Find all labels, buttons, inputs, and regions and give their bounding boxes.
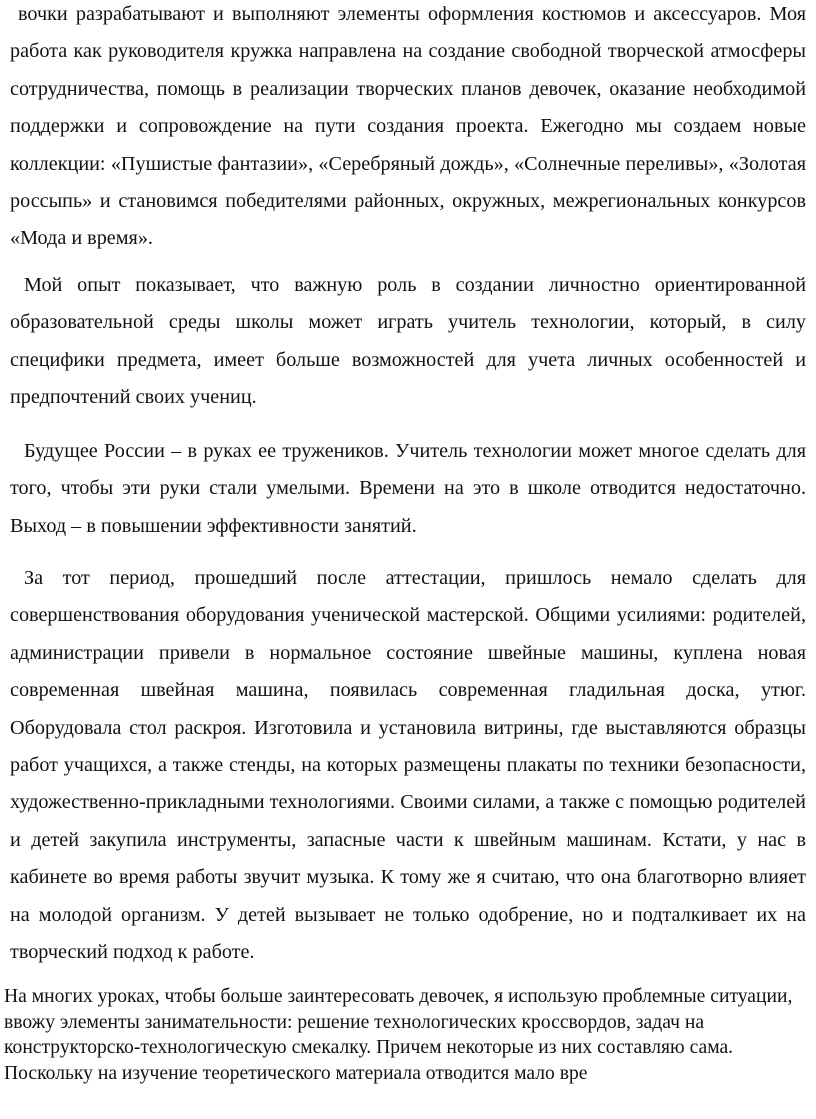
paragraph-future-of-russia: Будущее России – в руках ее тружеников. Учитель технологии может многое сделать для того, чтобы эти руки стали умелыми. Времени на это в школе отводится недостаточно. Выход – в повышении эффективности занятий.	[10, 440, 806, 537]
paragraph-workshop-equipment: За тот период, прошедший после аттестации, пришлось немало сделать для совершенствования оборудования ученической мастерской. Общими усилиями: родителей, администрации привели в нормальное состояние швейные машины, куплена новая современная швейная машина, появилась современная гладильная доска, утюг. Оборудовала стол раскроя. Изготовила и установила витрины, где выставляются образцы работ учащихся, а также стенды, на которых размещены плакаты по техники безопасности, художественно-прикладными технологиями. Своими силами, а также с помощью родителей и детей закупила инструменты, запасные части к швейным машинам. Кстати, у нас в кабинете во время работы звучит музыка. К тому же я считаю, что она благотворно влияет на молодой организм. У детей вызывает не только одобрение, но и подталкивает их на творческий подход к работе.	[10, 567, 806, 964]
paragraph-continued-club-work: вочки разрабатывают и выполняют элементы оформления костюмов и аксессуаров. Моя работа как руководителя кружка направлена на создание свободной творческой атмосферы сотрудничества, помощь в реализации творческих планов девочек, оказание необходимой поддержки и сопровождение на пути создания проекта. Ежегодно мы создаем новые коллекции: «Пушистые фантазии», «Серебряный дождь», «Солнечные переливы», «Золотая россыпь» и становимся победителями районных, окружных, межрегиональных конкурсов «Мода и время».	[10, 3, 806, 250]
paragraph-teacher-role: Мой опыт показывает, что важную роль в создании личностно ориентированной образовательной среды школы может играть учитель технологии, который, в силу специфики предмета, имеет больше возможностей для учета личных особенностей и предпочтений своих учениц.	[10, 274, 806, 409]
paragraph-lesson-methods: На многих уроках, чтобы больше заинтересовать девочек, я использую проблемные ситуации, ввожу элементы занимательности: решение технологических кроссвордов, задач на конструкторско-технологическую смекалку. Причем некоторые из них составляю сама. Поскольку на изучение теоретического материала отводится мало вре	[4, 986, 793, 1084]
